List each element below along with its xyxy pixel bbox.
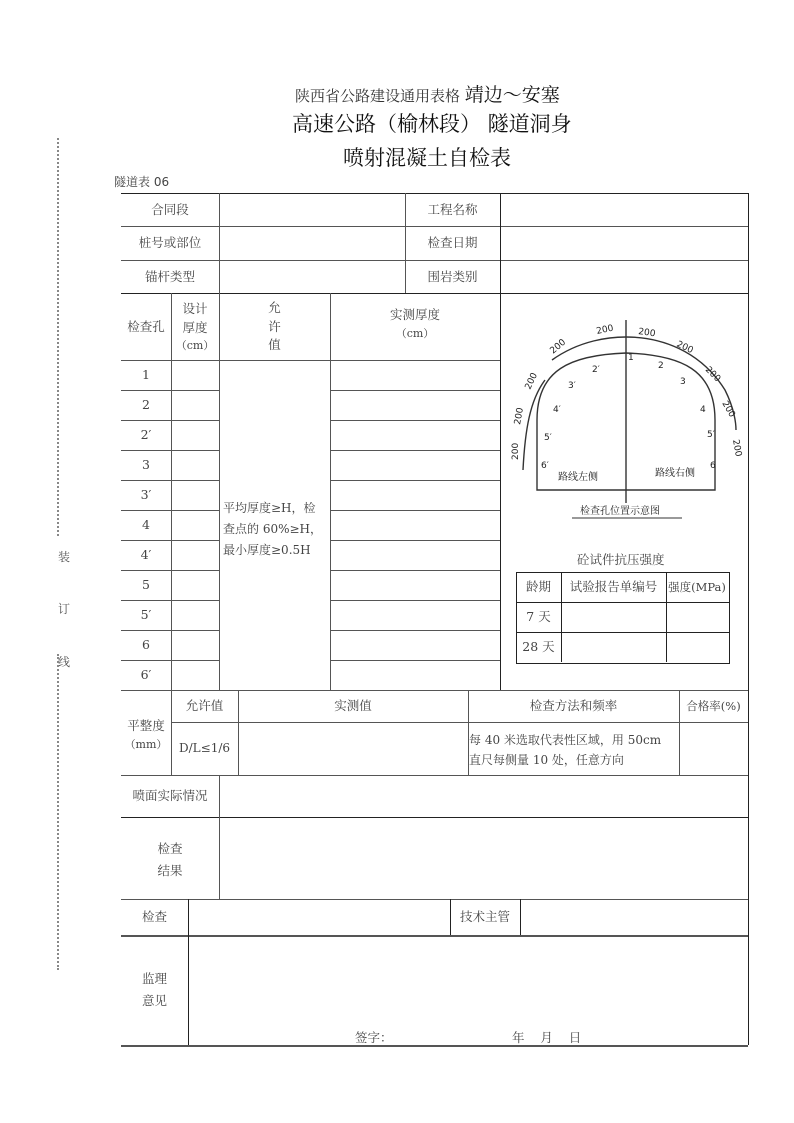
result-label-1: 检查 bbox=[157, 840, 183, 856]
svg-text:4: 4 bbox=[700, 405, 706, 415]
supervisor-opinion-field[interactable] bbox=[189, 936, 747, 1021]
tech-supervisor-label: 技术主管 bbox=[459, 909, 510, 924]
strength-header-report: 试验报告单编号 bbox=[569, 579, 658, 594]
svg-text:200: 200 bbox=[730, 438, 743, 458]
col-design-line3: （cm） bbox=[175, 338, 215, 352]
svg-text:200: 200 bbox=[702, 365, 723, 385]
design-thickness-field[interactable] bbox=[171, 480, 219, 510]
hole-number: 2′ bbox=[140, 427, 152, 442]
design-thickness-field[interactable] bbox=[171, 570, 219, 600]
svg-text:200: 200 bbox=[548, 337, 569, 357]
flatness-label-1: 平整度 bbox=[127, 718, 165, 734]
checker-field[interactable] bbox=[188, 899, 450, 935]
form-code: 隧道表 06 bbox=[114, 175, 170, 189]
measured-thickness-field[interactable] bbox=[330, 540, 500, 570]
svg-text:4′: 4′ bbox=[553, 405, 561, 415]
page-title: 喷射混凝土自检表 bbox=[343, 146, 511, 170]
rock-class-field[interactable] bbox=[500, 260, 748, 293]
design-thickness-field[interactable] bbox=[171, 390, 219, 420]
hole-number: 1 bbox=[142, 367, 150, 382]
binding-char-2: 订 bbox=[58, 602, 71, 616]
design-thickness-field[interactable] bbox=[171, 450, 219, 480]
svg-text:200: 200 bbox=[674, 339, 695, 356]
strength-value-28[interactable] bbox=[666, 632, 728, 662]
svg-text:200: 200 bbox=[595, 323, 615, 337]
svg-text:200: 200 bbox=[637, 327, 656, 340]
flatness-method-line2: 直尺每侧量 10 处，任意方向 bbox=[469, 753, 624, 767]
diagram-right-label: 路线右侧 bbox=[655, 468, 695, 479]
hole-number: 4′ bbox=[140, 547, 152, 562]
allowance-text bbox=[223, 498, 331, 561]
check-date-label: 检查日期 bbox=[427, 235, 478, 250]
tunnel-hole-diagram bbox=[500, 300, 748, 525]
measured-thickness-field[interactable] bbox=[330, 630, 500, 660]
svg-text:200: 200 bbox=[523, 371, 540, 392]
rule bbox=[121, 293, 748, 294]
checker-label: 检查 bbox=[141, 909, 167, 924]
col-allow-line2: 许 bbox=[268, 318, 281, 334]
svg-text:6: 6 bbox=[710, 461, 716, 471]
diagram-left-label: 路线左侧 bbox=[558, 472, 598, 483]
design-thickness-field[interactable] bbox=[171, 600, 219, 630]
svg-text:2: 2 bbox=[658, 361, 664, 371]
signature-label: 签字： bbox=[355, 1030, 393, 1045]
rule bbox=[121, 1045, 748, 1047]
project-name-label: 工程名称 bbox=[427, 201, 478, 217]
svg-text:2′: 2′ bbox=[592, 365, 600, 375]
measured-thickness-field[interactable] bbox=[330, 660, 500, 690]
measured-thickness-field[interactable] bbox=[330, 360, 500, 390]
strength-report-28[interactable] bbox=[561, 632, 666, 662]
hole-number: 6 bbox=[142, 637, 150, 652]
station-label: 桩号或部位 bbox=[138, 235, 202, 250]
measured-thickness-field[interactable] bbox=[330, 570, 500, 600]
station-field[interactable] bbox=[219, 226, 405, 260]
supervisor-label-2: 意见 bbox=[141, 993, 167, 1008]
hole-number: 3 bbox=[142, 457, 150, 472]
svg-text:5′: 5′ bbox=[707, 430, 715, 440]
title-line-1 bbox=[295, 80, 560, 107]
measured-thickness-field[interactable] bbox=[330, 420, 500, 450]
title-line-2: 高速公路（榆林段） 隧道洞身 bbox=[292, 112, 572, 136]
design-thickness-field[interactable] bbox=[171, 360, 219, 390]
measured-thickness-field[interactable] bbox=[330, 600, 500, 630]
allowance-line2: 查点的 60%≥H， bbox=[223, 522, 323, 536]
supervisor-label bbox=[121, 960, 188, 1020]
col-measured-line1: 实测厚度 bbox=[389, 307, 440, 323]
col-allow-line1: 允 bbox=[268, 299, 281, 315]
col-hole-header: 检查孔 bbox=[127, 318, 165, 334]
flatness-pass-field[interactable] bbox=[679, 722, 748, 775]
design-thickness-field[interactable] bbox=[171, 510, 219, 540]
strength-header-age: 龄期 bbox=[525, 579, 551, 594]
title-project: 靖边～安塞 bbox=[464, 84, 560, 106]
flatness-allow-value: D/L≤1/6 bbox=[179, 740, 230, 755]
hole-number: 5 bbox=[142, 577, 150, 592]
svg-text:200: 200 bbox=[513, 406, 526, 426]
svg-text:200: 200 bbox=[511, 442, 521, 460]
rule bbox=[748, 193, 749, 1045]
binding-char-3: 线 bbox=[58, 655, 71, 669]
strength-value-7[interactable] bbox=[666, 602, 728, 632]
hole-number: 6′ bbox=[140, 667, 152, 682]
result-label-2: 结果 bbox=[157, 863, 183, 878]
strength-age-28: 28 天 bbox=[522, 639, 555, 654]
anchor-type-label: 锚杆类型 bbox=[144, 268, 195, 284]
hole-number: 5′ bbox=[140, 607, 152, 622]
title-prefix: 陕西省公路建设通用表格 bbox=[295, 87, 461, 105]
flatness-measured-field[interactable] bbox=[238, 722, 468, 775]
measured-thickness-field[interactable] bbox=[330, 390, 500, 420]
result-label bbox=[121, 830, 219, 890]
flatness-method-line1: 每 40 米选取代表性区域，用 50cm bbox=[469, 733, 662, 747]
contract-label: 合同段 bbox=[151, 201, 189, 217]
allowance-line3: 最小厚度≥0.5H bbox=[223, 543, 311, 557]
strength-age-7: 7 天 bbox=[526, 609, 551, 624]
flatness-method-header: 检查方法和频率 bbox=[529, 698, 618, 713]
svg-text:5′: 5′ bbox=[544, 433, 552, 443]
strength-report-7[interactable] bbox=[561, 602, 666, 632]
allowance-line1: 平均厚度≥H，检 bbox=[223, 501, 316, 515]
flatness-method-text bbox=[469, 730, 681, 770]
flatness-label bbox=[121, 700, 171, 770]
svg-text:200: 200 bbox=[719, 399, 737, 420]
svg-text:3: 3 bbox=[680, 377, 686, 387]
strength-header-value: 强度(MPa) bbox=[668, 579, 726, 594]
contract-field[interactable] bbox=[219, 193, 405, 226]
design-thickness-field[interactable] bbox=[171, 420, 219, 450]
measured-thickness-field[interactable] bbox=[330, 510, 500, 540]
design-thickness-field[interactable] bbox=[171, 630, 219, 660]
diagram-point-1: 1 bbox=[628, 353, 634, 363]
flatness-allow-header: 允许值 bbox=[185, 698, 224, 713]
hole-number: 2 bbox=[142, 397, 150, 412]
flatness-label-2: （mm） bbox=[124, 738, 168, 752]
col-allow-header bbox=[219, 296, 330, 358]
surface-field[interactable] bbox=[219, 775, 748, 817]
project-name-field[interactable] bbox=[500, 193, 748, 226]
col-measured-line2: （cm） bbox=[395, 327, 435, 341]
col-allow-line3: 值 bbox=[268, 337, 281, 353]
col-design-header bbox=[171, 296, 219, 358]
supervisor-label-1: 监理 bbox=[141, 970, 167, 986]
signature-date: 年 月 日 bbox=[512, 1030, 582, 1045]
check-date-field[interactable] bbox=[500, 226, 748, 260]
design-thickness-field[interactable] bbox=[171, 540, 219, 570]
flatness-measured-header: 实测值 bbox=[334, 698, 372, 713]
surface-label: 喷面实际情况 bbox=[132, 788, 208, 803]
flatness-pass-header: 合格率(%) bbox=[686, 698, 741, 713]
design-thickness-field[interactable] bbox=[171, 660, 219, 690]
col-design-line1: 设计 bbox=[182, 301, 208, 316]
hole-number: 3′ bbox=[140, 487, 152, 502]
svg-text:6′: 6′ bbox=[541, 461, 549, 471]
strength-title: 砼试件抗压强度 bbox=[577, 552, 665, 567]
binding-line-top bbox=[57, 138, 59, 536]
col-design-line2: 厚度 bbox=[182, 319, 208, 335]
col-measured-header bbox=[330, 296, 500, 352]
rock-class-label: 围岩类别 bbox=[427, 268, 478, 284]
measured-thickness-field[interactable] bbox=[330, 480, 500, 510]
tech-supervisor-field[interactable] bbox=[520, 899, 748, 935]
hole-number: 4 bbox=[142, 517, 150, 532]
diagram-caption: 检查孔位置示意图 bbox=[580, 506, 660, 517]
binding-char-1: 装 bbox=[58, 550, 71, 564]
svg-text:3′: 3′ bbox=[568, 381, 576, 391]
anchor-type-field[interactable] bbox=[219, 260, 405, 293]
result-field[interactable] bbox=[219, 817, 748, 899]
measured-thickness-field[interactable] bbox=[330, 450, 500, 480]
binding-line-bottom bbox=[57, 654, 59, 970]
